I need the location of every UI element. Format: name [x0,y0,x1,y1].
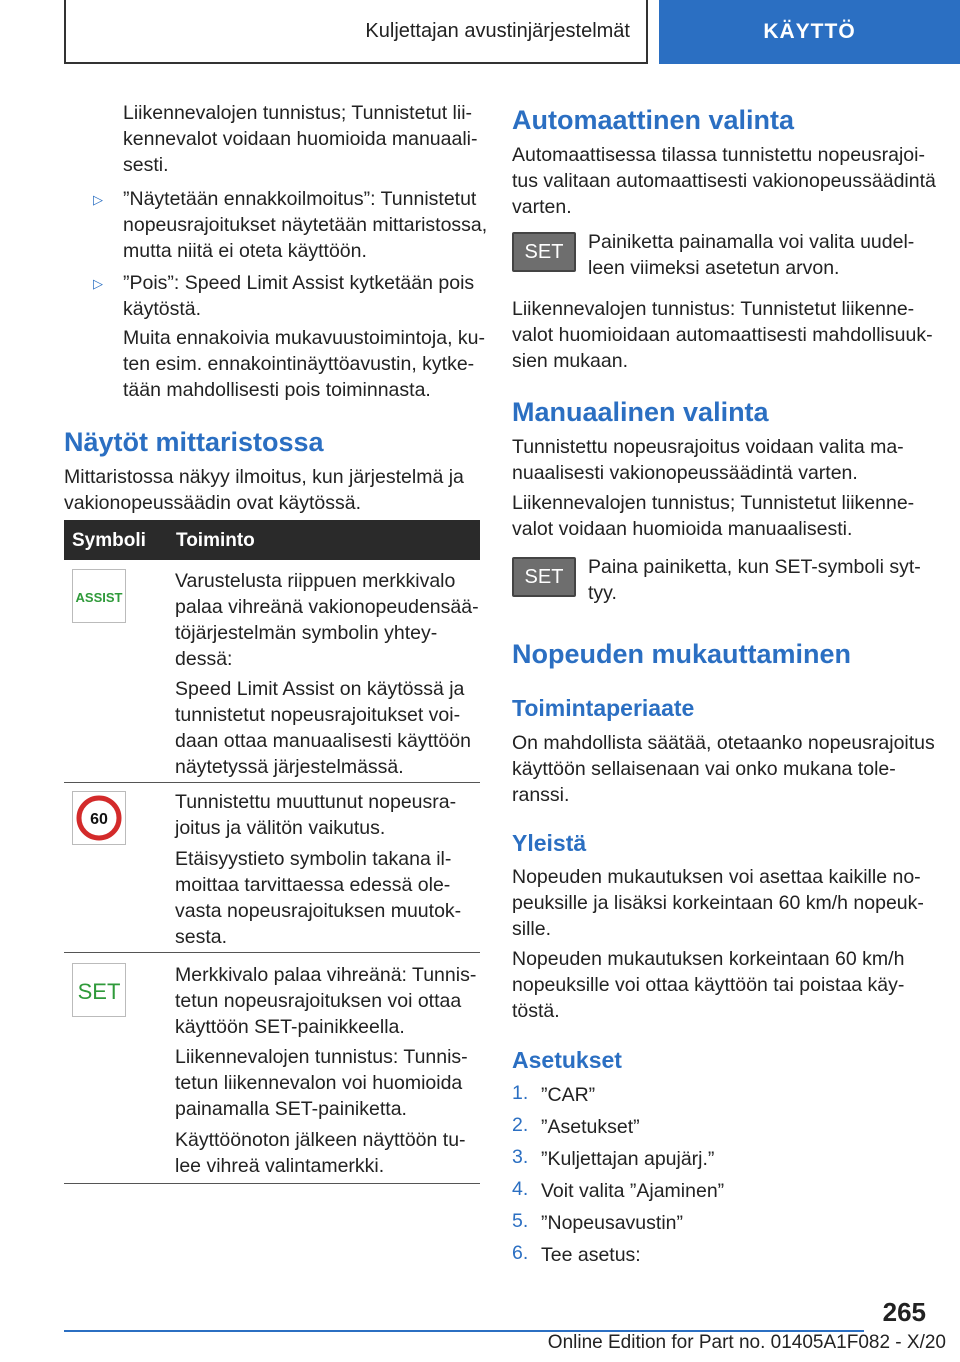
row1-p1-line-1: Varustelusta riippuen merkkivalo [175,570,456,592]
manual-tl-line-2: valot voidaan huomioida manuaalisesti. [512,518,853,540]
table-row-divider [64,782,480,783]
step-number: 3. [512,1146,529,1168]
set-button-label: SET [524,565,564,588]
auto-line-2: tus valitaan automaattisesti vakionopeussäädintä [512,170,936,192]
heading-speed-adaptation: Nopeuden mukauttaminen [512,639,852,669]
general2-line-1: Nopeuden mukautuksen korkeintaan 60 km/h [512,948,905,970]
row2-p2-line-2: moittaa tarvittaessa edessä ole- [175,874,451,896]
set-indicator-label: SET [77,979,121,1004]
bullet1-line-1: ”Näytetään ennakkoilmoitus”: Tunnistetut [123,188,477,210]
header-section-title: Kuljettajan avustinjärjestelmät [365,19,630,42]
set-indicator-icon [72,963,126,1017]
intro-line-1: Liikennevalojen tunnistus; Tunnistetut lii- [123,102,473,124]
row2-p1-line-2: joitus ja välitön vaikutus. [175,817,386,839]
step-number: 1. [512,1082,529,1104]
set-button-icon [512,232,576,272]
table-header-function: Toiminto [176,530,255,551]
intro-line-3: sesti. [123,154,169,176]
assist-indicator-icon [72,569,126,623]
heading-principle: Toimintaperiaate [512,695,695,721]
step-text: ”Asetukset” [541,1116,640,1138]
row2-p1-line-1: Tunnistettu muuttunut nopeusra- [175,791,457,813]
intro-line-2: kennevalot voidaan huomioida manuaali- [123,128,478,150]
table-header-symbol: Symboli [72,530,146,551]
step-number: 4. [512,1178,529,1200]
assist-indicator-label: ASSIST [75,590,123,605]
heading-general: Yleistä [512,830,587,856]
manual-tl-line-1: Liikennevalojen tunnistus; Tunnistetut liikenne- [512,492,915,514]
row2-p2-line-3: vasta nopeusrajoituksen muutok- [175,900,462,922]
general2-line-3: töstä. [512,1000,560,1022]
general2-line-2: nopeuksille voi ottaa käyttöön tai poistaa käy- [512,974,905,996]
row2-p2-line-1: Etäisyystieto symbolin takana il- [175,848,452,870]
row1-p1-line-4: dessä: [175,648,233,670]
principle-line-1: On mahdollista säätää, otetaanko nopeusrajoitus [512,732,935,754]
row1-p1-line-3: töjärjestelmän symbolin yhtey- [175,622,438,644]
bullet2-extra-line-2: ten esim. ennakointinäyttöavustin, kytke- [123,353,475,375]
row3-p3-line-1: Käyttöönoton jälkeen näyttöön tu- [175,1129,466,1151]
manual-set-line-1: Paina painiketta, kun SET-symboli syt- [588,556,921,578]
displays-text-line-1: Mittaristossa näkyy ilmoitus, kun järjestelmä ja [64,466,464,488]
auto-set-line-2: leen viimeksi asetetun arvon. [588,257,840,279]
header-chapter-title: KÄYTTÖ [763,20,856,43]
speed-limit-sign-icon [72,791,126,845]
footer-edition: Online Edition for Part no. 01405A1F082 - X/20 [547,1332,946,1353]
bullet1-line-2: nopeusrajoitukset näytetään mittaristossa, [123,214,488,236]
section-heading-displays: Näytöt mittaristossa [64,427,324,457]
auto-tl-line-1: Liikennevalojen tunnistus: Tunnistetut liikenne- [512,298,915,320]
step-number: 2. [512,1114,529,1136]
row1-p2-line-3: daan ottaa manuaalisesti käyttöön [175,730,471,752]
step-text: ”CAR” [541,1084,596,1106]
step-text: ”Kuljettajan apujärj.” [541,1148,715,1170]
header-chapter-tab [659,0,960,64]
row2-p2-line-4: sesta. [175,926,228,948]
heading-settings: Asetukset [512,1047,622,1073]
row3-p3-line-2: lee vihreä valintamerkki. [175,1155,385,1177]
row3-p2-line-3: painamalla SET-painiketta. [175,1098,407,1120]
speed-limit-value: 60 [90,811,108,828]
principle-line-3: ranssi. [512,784,570,806]
row3-p1-line-2: tetun nopeusrajoituksen voi ottaa [175,990,462,1012]
manual-line-1: Tunnistettu nopeusrajoitus voidaan valita ma- [512,436,904,458]
row1-p2-line-4: näytetyssä järjestelmässä. [175,756,404,778]
step-text: Voit valita ”Ajaminen” [541,1180,725,1202]
set-button-icon [512,557,576,597]
displays-text-line-2: vakionopeussäädin ovat käytössä. [64,492,362,514]
bullet2-line-1: ”Pois”: Speed Limit Assist kytketään pois [123,272,475,294]
general1-line-3: sille. [512,918,552,940]
row1-p2-line-1: Speed Limit Assist on käytössä ja [175,678,465,700]
step-text: ”Nopeusavustin” [541,1212,683,1234]
bullet2-extra-line-3: tään mahdollisesti pois toiminnasta. [123,379,431,401]
table-row-divider [64,952,480,953]
manual-set-line-2: tyy. [588,582,617,604]
row3-p1-line-1: Merkkivalo palaa vihreänä: Tunnis- [175,964,477,986]
bullet2-extra-line-1: Muita ennakoivia mukavuustoimintoja, ku- [123,327,486,349]
principle-line-2: käyttöön sellaisenaan vai onko mukana tole- [512,758,896,780]
bullet1-line-3: mutta niitä ei oteta käyttöön. [123,240,367,262]
row3-p1-line-3: käyttöön SET-painikkeella. [175,1016,405,1038]
step-number: 5. [512,1210,529,1232]
auto-tl-line-2: valot huomioidaan automaattisesti mahdollisuuk- [512,324,933,346]
auto-line-1: Automaattisessa tilassa tunnistettu nopeusrajoi- [512,144,925,166]
page-number: 265 [882,1297,926,1327]
general1-line-2: peuksille ja lisäksi korkeintaan 60 km/h nopeuk- [512,892,924,914]
table-header [64,520,480,560]
manual-line-2: nuaalisesti vakionopeussäädintä varten. [512,462,858,484]
row3-p2-line-1: Liikennevalojen tunnistus: Tunnis- [175,1046,468,1068]
heading-manual-selection: Manuaalinen valinta [512,397,769,427]
heading-automatic-selection: Automaattinen valinta [512,105,795,135]
row3-p2-line-2: tetun liikennevalon voi huomioida [175,1072,463,1094]
auto-set-line-1: Painiketta painamalla voi valita uudel- [588,231,915,253]
general1-line-1: Nopeuden mukautuksen voi asettaa kaikille no- [512,866,921,888]
header-section-tab [64,0,648,64]
set-button-label: SET [524,240,564,263]
row1-p1-line-2: palaa vihreänä vakionopeudensää- [175,596,479,618]
bullet2-line-2: käytöstä. [123,298,202,320]
bullet-triangle-icon: ▷ [93,276,103,291]
bullet-triangle-icon: ▷ [93,192,103,207]
step-text: Tee asetus: [541,1244,641,1266]
auto-line-3: varten. [512,196,572,218]
auto-tl-line-3: sien mukaan. [512,350,628,372]
table-row-divider [64,1183,480,1184]
row1-p2-line-2: tunnistetut nopeusrajoitukset voi- [175,704,461,726]
step-number: 6. [512,1242,529,1264]
